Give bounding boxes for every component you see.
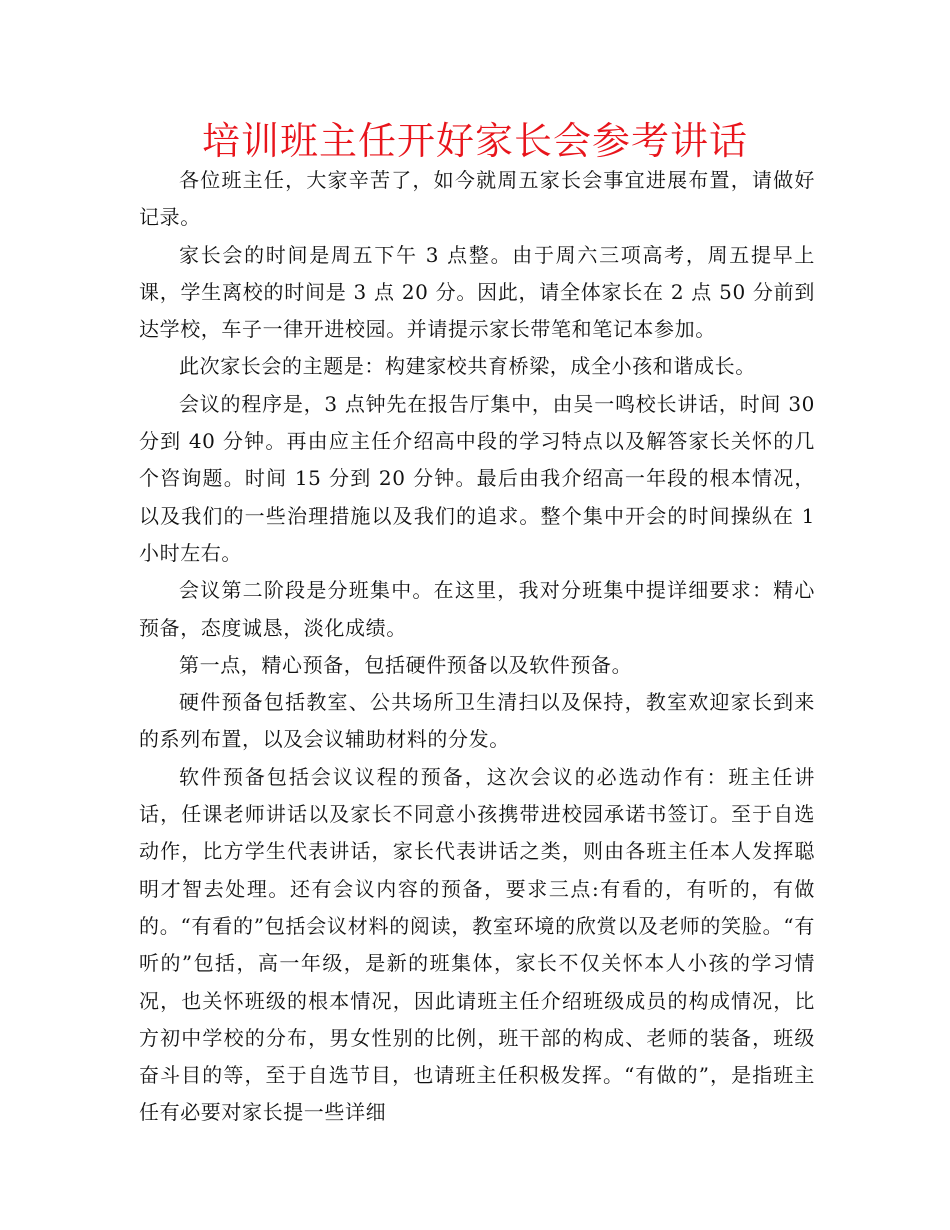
paragraph-4: 会议的程序是，3 点钟先在报告厅集中，由吴一鸣校长讲话，时间 30 分到 40 分钟。再由应主任介绍高中段的学习特点以及解答家长关怀的几个咨询题。时间 15 分到 20 分钟。最后由我介绍高一年段的根本情况，以及我们的一些治理措施以及我们的追求。整个集中开会的时间操纵在 1 小时左右。 [139,391,815,565]
paragraph-1: 各位班主任，大家辛苦了，如今就周五家长会事宜进展布置，请做好记录。 [139,168,815,230]
paragraph-2: 家长会的时间是周五下午 3 点整。由于周六三项高考，周五提早上课，学生离校的时间是 3 点 20 分。因此，请全体家长在 2 点 50 分前到达学校，车子一律开进校园。并请提示家长带笔和笔记本参加。 [139,242,815,342]
paragraph-8: 软件预备包括会议议程的预备，这次会议的必选动作有：班主任讲话，任课老师讲话以及家长不同意小孩携带进校园承诺书签订。至于自选动作，比方学生代表讲话，家长代表讲话之类，则由各班主任本人发挥聪明才智去处理。还有会议内容的预备，要求三点:有看的，有听的，有做的。“有看的”包括会议材料的阅读，教室环境的欣赏以及老师的笑脸。“有听的”包括，高一年级，是新的班集体，家长不仅关怀本人小孩的学习情况，也关怀班级的根本情况，因此请班主任介绍班级成员的构成情况，比方初中学校的分布，男女性别的比例，班干部的构成、老师的装备，班级奋斗目的等，至于自选节目，也请班主任积极发挥。“有做的”，是指班主任有必要对家长提一些详细 [139,764,815,1125]
paragraph-3: 此次家长会的主题是：构建家校共育桥梁，成全小孩和谐成长。 [179,354,756,379]
document-title: 培训班主任开好家长会参考讲话 [201,119,748,163]
paragraph-5: 会议第二阶段是分班集中。在这里，我对分班集中提详细要求：精心预备，态度诚恳，淡化成绩。 [139,578,815,640]
document-body [139,162,815,1132]
paragraph-7: 硬件预备包括教室、公共场所卫生清扫以及保持，教室欢迎家长到来的系列布置，以及会议辅助材料的分发。 [139,690,815,752]
paragraph-6: 第一点，精心预备，包括硬件预备以及软件预备。 [179,652,633,677]
